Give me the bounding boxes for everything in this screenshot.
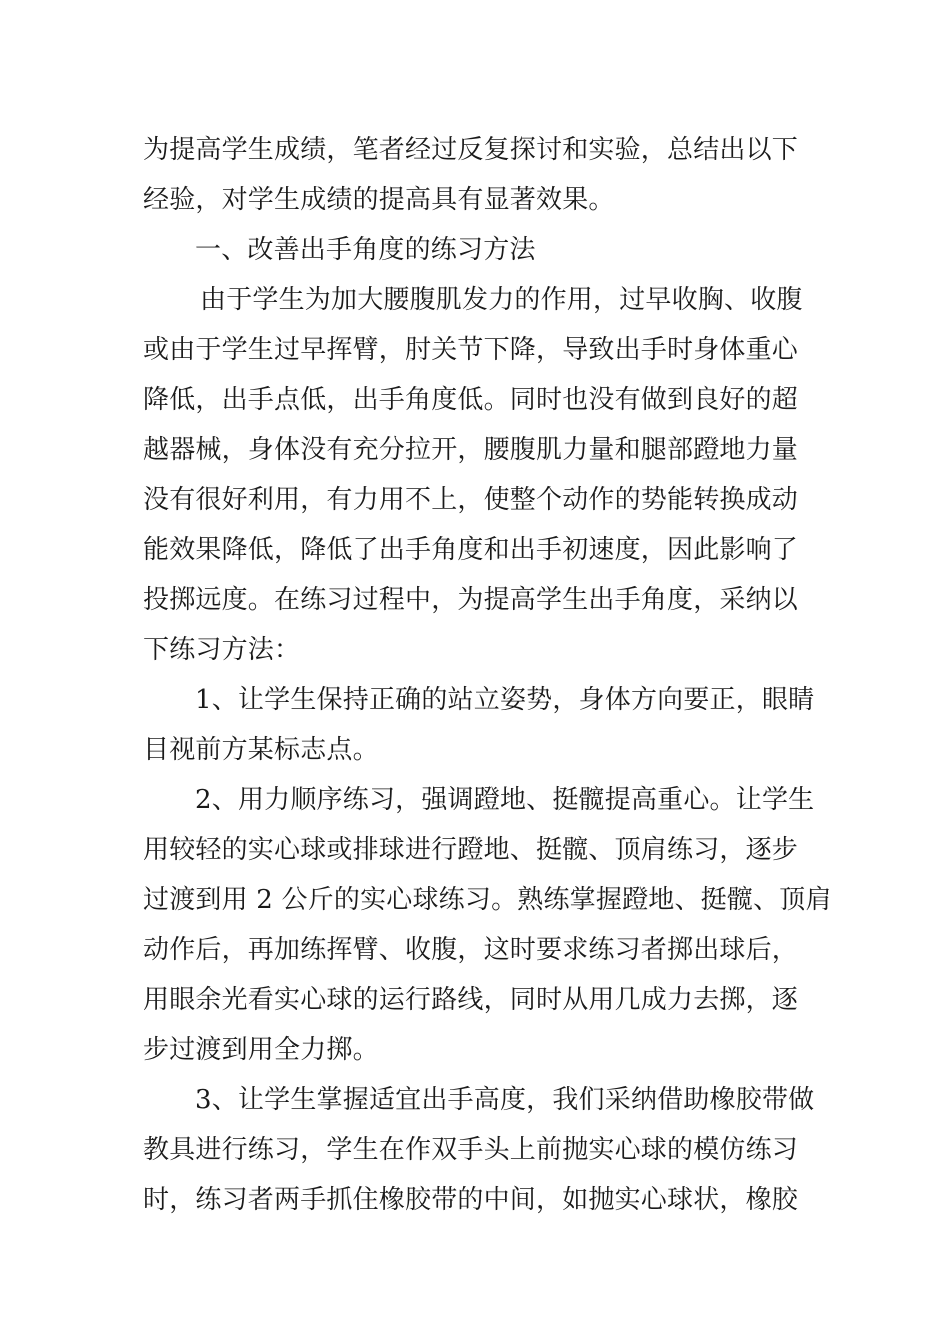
- text-line: 降低，出手点低，出手角度低。同时也没有做到良好的超: [143, 385, 799, 415]
- text-line: 投掷远度。在练习过程中，为提高学生出手角度，采纳以: [143, 585, 799, 615]
- text-line: 步过渡到用全力掷。: [143, 1035, 379, 1065]
- text-line: 目视前方某标志点。: [143, 735, 379, 765]
- text-line: 3、让学生掌握适宜出手高度，我们采纳借助橡胶带做: [195, 1085, 815, 1115]
- text-line: 下练习方法：: [143, 635, 301, 665]
- text-line: 时，练习者两手抓住橡胶带的中间，如抛实心球状，橡胶: [143, 1185, 799, 1215]
- text-line: 动作后，再加练挥臂、收腹，这时要求练习者掷出球后，: [143, 935, 799, 965]
- text-line: 由于学生为加大腰腹肌发力的作用，过早收胸、收腹: [200, 285, 803, 315]
- text-line: 没有很好利用，有力用不上，使整个动作的势能转换成动: [143, 485, 799, 515]
- text-line: 越器械，身体没有充分拉开，腰腹肌力量和腿部蹬地力量: [143, 435, 799, 465]
- section-heading: 一、改善出手角度的练习方法: [195, 235, 536, 265]
- text-line: 教具进行练习，学生在作双手头上前抛实心球的模仿练习: [143, 1135, 799, 1165]
- text-line: 能效果降低，降低了出手角度和出手初速度，因此影响了: [143, 535, 799, 565]
- text-line: 用眼余光看实心球的运行路线，同时从用几成力去掷，逐: [143, 985, 799, 1015]
- text-line: 2、用力顺序练习，强调蹬地、挺髋提高重心。让学生: [195, 785, 815, 815]
- text-line: 1、让学生保持正确的站立姿势，身体方向要正，眼睛: [195, 685, 815, 715]
- text-line: 经验，对学生成绩的提高具有显著效果。: [143, 185, 615, 215]
- text-line: 或由于学生过早挥臂，肘关节下降，导致出手时身体重心: [143, 335, 799, 365]
- text-line: 用较轻的实心球或排球进行蹬地、挺髋、顶肩练习，逐步: [143, 835, 799, 865]
- text-line: 为提高学生成绩，笔者经过反复探讨和实验，总结出以下: [143, 135, 799, 165]
- text-line: 过渡到用 2 公斤的实心球练习。熟练掌握蹬地、挺髋、顶肩: [143, 885, 832, 915]
